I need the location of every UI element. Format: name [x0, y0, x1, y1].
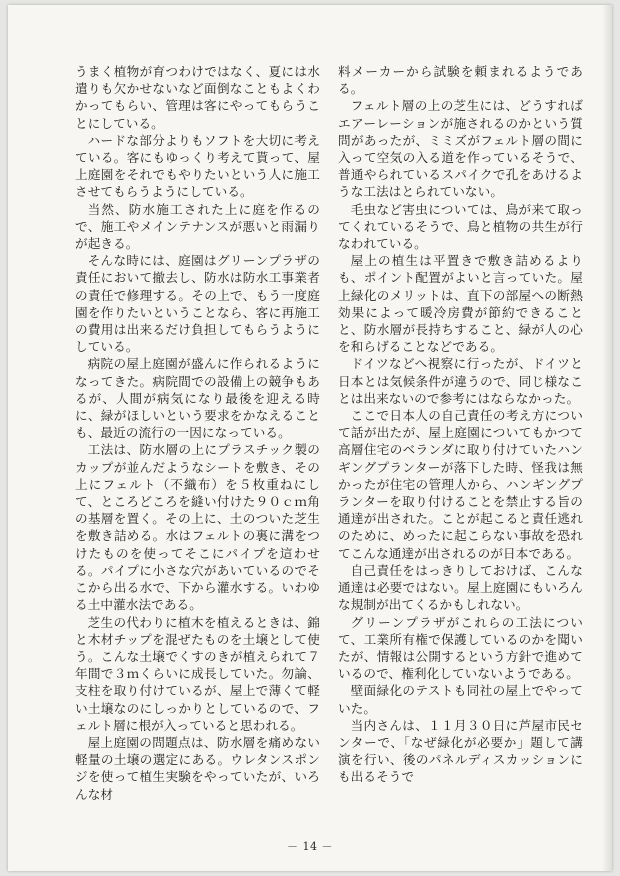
paragraph: 毛虫など害虫については、鳥が来て取ってくれているそうで、鳥と植物の共生が行なわれている。: [338, 201, 583, 252]
paragraph: グリーンプラザがこれらの工法について、工業所有権で保護しているのかを聞いたが、情報は公開するという方針で進めているので、権利化していないようである。: [338, 614, 583, 682]
right-column: [338, 63, 583, 786]
paragraph: 自己責任をはっきりしておけば、こんな通達は必要ではない。屋上庭園にもいろんな規制が出てくるかもしれない。: [338, 562, 583, 613]
paragraph: 当内さんは、１１月３０日に芦屋市民センターで、「なぜ緑化が必要か」題して講演を行い、後のパネルディスカッションにも出るそうで: [338, 717, 583, 785]
document-page: [8, 5, 612, 871]
paragraph: 屋上庭園の問題点は、防水層を痛めない軽量の土壌の選定にある。ウレタンスポンジを使って植生実験をやっていたが、いろんな材: [75, 734, 320, 802]
paragraph: 屋上の植生は平置きで敷き詰めるよりも、ポイント配置がよいと言っていた。屋上緑化のメリットは、直下の部屋への断熱効果によって暖冷房費が節約できることと、防水層が長持ちすること、緑が人の心を和らげることなどである。: [338, 253, 583, 355]
page-number: － 14 －: [287, 840, 333, 853]
left-column: [75, 63, 320, 803]
paragraph: 病院の屋上庭園が盛んに作られるようになってきた。病院間での設備上の競争もあるが、人間が病気になり最後を迎える時に、緑がほしいという要求をかなえることも、最近の流行の一因になっている。: [75, 356, 320, 441]
paragraph: 壁面緑化のテストも同社の屋上でやっていた。: [338, 683, 583, 716]
paragraph: 当然、防水施工された上に庭を作るので、施工やメインテナンスが悪いと雨漏りが起きる。: [75, 201, 320, 252]
paragraph: 工法は、防水層の上にプラスチック製のカップが並んだようなシートを敷き、その上にフェルト（不織布）を５枚重ねにして、ところどころを縫い付けた９０ｃｍ角の基層を置く。その上に、土のついた芝生を敷き詰める。水はフェルトの裏に溝をつけたものを使ってそこにパイプを這わせる。パイプに小さな穴があいているのでそこから出る水で、下から灌水する。いわゆる土中灌水法である。: [75, 442, 320, 613]
page-edge-shadow: [602, 5, 612, 871]
paragraph: ハードな部分よりもソフトを大切に考えている。客にもゆっくり考えて貰って、屋上庭園をそれでもやりたいという人に施工させてもらうようにしている。: [75, 132, 320, 200]
paragraph: 芝生の代わりに植木を植えるときは、錦と木材チップを混ぜたものを土壌として使う。こんな土壌でくすのきが植えられて７年間で３ｍくらいに成長していた。勿論、支柱を取り付けているが、屋上で薄くて軽い土壌なのにしっかりとしているので、フェルト層に根が入っていると思われる。: [75, 614, 320, 733]
paragraph: うまく植物が育つわけではなく、夏には水遣りも欠かせないなど面倒なこともよくわかってもらい、管理は客にやってもらうことにしている。: [75, 64, 320, 131]
paragraph: そんな時には、庭園はグリーンプラザの責任において撤去し、防水は防水工事業者の責任で修理する。その上で、もう一度庭園を作りたいということなら、客に再施工の費用は出来るだけ負担してもらうようにしている。: [75, 253, 320, 355]
paragraph: フェルト層の上の芝生には、どうすればエアーレーションが施されるのかという質問があったが、ミミズがフェルト層の間に入って空気の入る道を作っているそうで、普通やられているスパイクで孔をあけるような工法はとられていない。: [338, 98, 583, 200]
paragraph: ここで日本人の自己責任の考え方について話が出たが、屋上庭園についてもかつて高層住宅のベランダに取り付けていたハンギングプランターが落下した時、怪我は無かったが住宅の管理人から、ハンギングプランターを取り付けることを禁止する旨の通達が出された。ことが起こると責任逃れのために、めったに起こらない事故を恐れてこんな通達が出されるのが日本である。: [338, 408, 583, 561]
paragraph: ドイツなどへ視察に行ったが、ドイツと日本とは気候条件が違うので、同じ様なことは出来ないので参考にはならなかった。: [338, 356, 583, 406]
paragraph: 料メーカーから試験を頼まれるようである。: [338, 64, 583, 97]
